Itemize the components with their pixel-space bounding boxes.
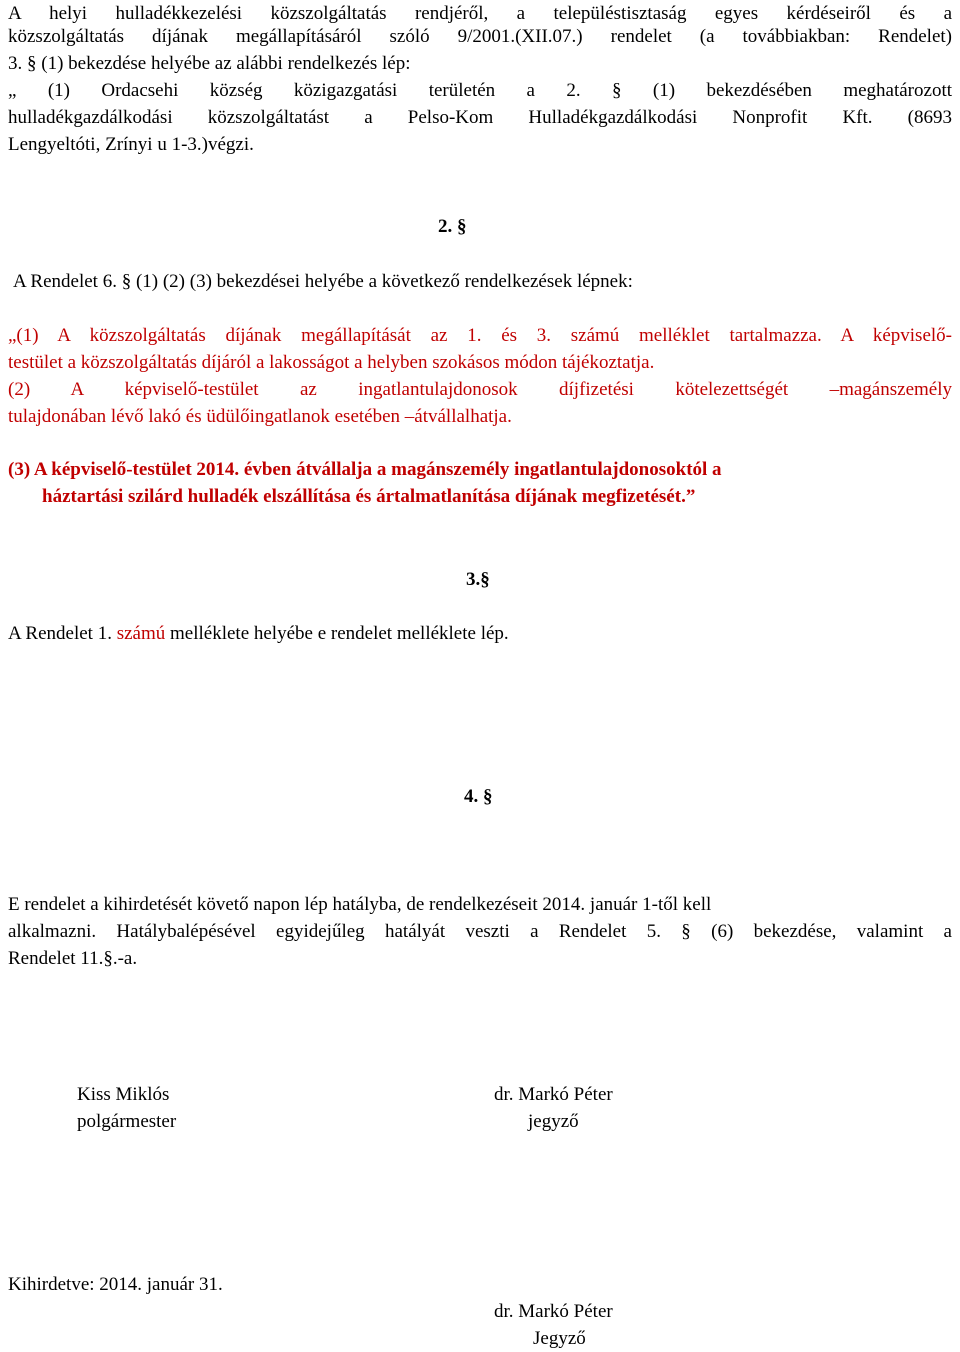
section-4-line-2: alkalmazni. Hatálybalépésével egyidejűleg hatályát veszti a Rendelet 5. § (6) bekezdése, valamint a xyxy=(8,921,952,942)
intro-line-2: közszolgáltatás díjának megállapításáról szóló 9/2001.(XII.07.) rendelet (a továbbiakban: Rendelet) xyxy=(8,26,952,47)
signature-right-name: dr. Markó Péter xyxy=(494,1084,613,1105)
signature-left-name: Kiss Miklós xyxy=(77,1084,170,1105)
section-2-paragraph-1-line-2: testület a közszolgáltatás díjáról a lakosságot a helyben szokásos módon tájékoztatja. xyxy=(8,352,655,373)
section-3-text-end: melléklete helyébe e rendelet melléklete lép. xyxy=(165,623,509,644)
section-3-text-highlight: számú xyxy=(116,623,166,644)
section-2-paragraph-2-line-1: (2) A képviselő-testület az ingatlantulajdonosok díjfizetési kötelezettségét –magánszemély xyxy=(8,379,952,400)
section-2-paragraph-3-line-1: (3) A képviselő-testület 2014. évben átvállalja a magánszemély ingatlantulajdonosoktól a xyxy=(8,459,722,480)
section-3-text-start: A Rendelet 1. xyxy=(8,623,117,644)
section-4-heading: 4. § xyxy=(464,786,493,807)
section-2-paragraph-3-line-2: háztartási szilárd hulladék elszállítása és ártalmatlanítása díjának megfizetését.” xyxy=(42,486,696,507)
intro-line-1: A helyi hulladékkezelési közszolgáltatás rendjéről, a településtisztaság egyes kérdéseiről és a xyxy=(8,3,952,24)
intro-line-5: hulladékgazdálkodási közszolgáltatást a Pelso-Kom Hulladékgazdálkodási Nonprofit Kft. (8693 xyxy=(8,107,952,128)
section-4-line-1: E rendelet a kihirdetését követő napon lép hatályba, de rendelkezéseit 2014. január 1-től kell xyxy=(8,894,712,915)
promulgation-name: dr. Markó Péter xyxy=(494,1301,613,1322)
section-3-heading: 3.§ xyxy=(466,569,490,590)
signature-left-title: polgármester xyxy=(77,1111,177,1132)
promulgation-date: Kihirdetve: 2014. január 31. xyxy=(8,1274,223,1295)
section-2-paragraph-1-line-1: „(1) A közszolgáltatás díjának megállapítását az 1. és 3. számú melléklet tartalmazza. A képviselő- xyxy=(8,325,952,346)
section-2-lead: A Rendelet 6. § (1) (2) (3) bekezdései helyébe a következő rendelkezések lépnek: xyxy=(13,271,633,292)
intro-line-4: „ (1) Ordacsehi község közigazgatási területén a 2. § (1) bekezdésében meghatározott xyxy=(8,80,952,101)
section-3-text xyxy=(8,620,952,647)
signature-right-title: jegyző xyxy=(528,1111,579,1132)
intro-line-3: 3. § (1) bekezdése helyébe az alábbi rendelkezés lép: xyxy=(8,53,411,74)
section-4-line-3: Rendelet 11.§.-a. xyxy=(8,948,138,969)
section-2-heading: 2. § xyxy=(438,216,467,237)
section-2-paragraph-2-line-2: tulajdonában lévő lakó és üdülőingatlanok esetében –átvállalhatja. xyxy=(8,406,512,427)
promulgation-title: Jegyző xyxy=(533,1328,586,1349)
intro-line-6: Lengyeltóti, Zrínyi u 1-3.)végzi. xyxy=(8,134,254,155)
